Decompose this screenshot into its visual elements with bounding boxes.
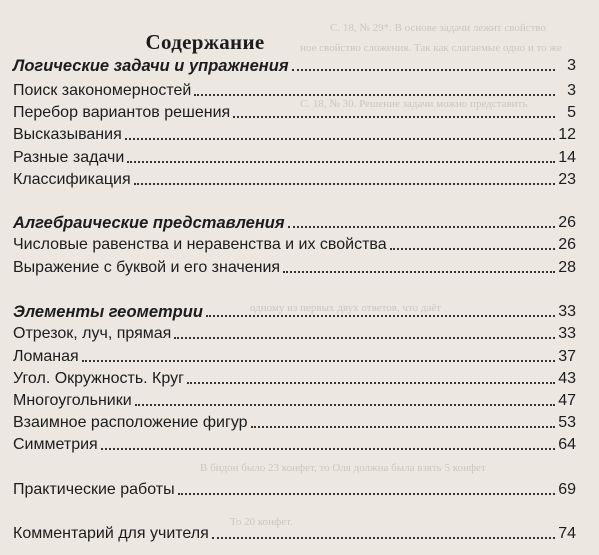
bleed-through-text: С. 18, № 30. Решение задачи можно представить — [300, 98, 528, 110]
toc-entry-label: Элементы геометрии — [13, 303, 203, 321]
toc-entry-label: Перебор вариантов решения — [13, 104, 231, 121]
toc-entry — [13, 411, 576, 433]
toc-entry-label: Многоугольники — [13, 392, 132, 409]
toc-entry-label: Выражение с буквой и его значения — [13, 259, 281, 276]
dot-leader — [127, 161, 555, 163]
toc-entry-label: Высказывания — [13, 126, 122, 143]
toc-entry — [13, 367, 576, 389]
toc-entry-label: Ломаная — [13, 348, 79, 365]
dot-leader — [178, 493, 555, 495]
bleed-through-text: одному из первых двух ответов, что даёт — [250, 302, 442, 314]
bleed-through-text: С. 18, № 29*. В основе задачи лежит свойство — [330, 22, 547, 34]
dot-leader — [390, 248, 555, 250]
toc-page-number: 64 — [558, 436, 576, 453]
toc-entry-label: Логические задачи и упражнения — [13, 57, 289, 75]
toc-page-number: 3 — [567, 82, 576, 99]
toc-entry — [13, 389, 576, 411]
toc-section-heading — [13, 54, 576, 76]
toc-page-number: 37 — [558, 348, 576, 365]
toc-entry — [13, 233, 576, 255]
dot-leader — [283, 271, 555, 273]
dot-leader — [135, 404, 555, 406]
toc-page-number: 5 — [567, 104, 576, 121]
toc-entry-label: Взаимное расположение фигур — [13, 414, 248, 431]
toc-page-number: 14 — [558, 149, 576, 166]
toc-entry — [13, 101, 576, 123]
toc-entry — [13, 79, 576, 101]
toc-entry — [13, 345, 576, 367]
toc-entry — [13, 123, 576, 145]
toc-entry-label: Поиск закономерностей — [13, 82, 192, 99]
dot-leader — [134, 183, 555, 185]
toc-page-number: 23 — [558, 171, 576, 188]
bleed-through-text: То 20 конфет. — [230, 516, 293, 528]
dot-leader — [82, 360, 555, 362]
bleed-through-text: В бидон было 23 конфет, то Оля должна была взять 5 конфет — [200, 462, 486, 474]
dot-leader — [288, 226, 555, 228]
dot-leader — [206, 315, 555, 317]
toc-page-number: 12 — [558, 126, 576, 143]
page-title: Содержание — [145, 30, 265, 55]
toc-entry — [13, 146, 576, 168]
toc-page-number: 26 — [558, 236, 576, 253]
dot-leader — [101, 448, 555, 450]
dot-leader — [212, 537, 555, 539]
bleed-through-text: ное свойство сложения. Так как слагаемые одно и то же — [300, 42, 562, 54]
toc-page-number: 47 — [558, 392, 576, 409]
toc-page-number: 33 — [558, 303, 576, 320]
toc-entry — [13, 478, 576, 500]
dot-leader — [174, 337, 555, 339]
toc-entry-label: Алгебраические представления — [13, 214, 285, 232]
toc-entry — [13, 522, 576, 544]
toc-entry-label: Практические работы — [13, 481, 175, 498]
toc-page-number: 26 — [558, 214, 576, 231]
dot-leader — [233, 116, 555, 118]
toc-entry — [13, 168, 576, 190]
toc-page-number: 74 — [558, 525, 576, 542]
toc-entry-label: Разные задачи — [13, 149, 125, 166]
dot-leader — [194, 94, 555, 96]
dot-leader — [125, 138, 555, 140]
toc-entry — [13, 322, 576, 344]
dot-leader — [187, 382, 555, 384]
toc-page-number: 53 — [558, 414, 576, 431]
toc-page-number: 69 — [558, 481, 576, 498]
toc-page-number: 33 — [558, 325, 576, 342]
toc-entry — [13, 256, 576, 278]
toc-entry-label: Симметрия — [13, 436, 98, 453]
toc-entry — [13, 433, 576, 455]
toc-section-heading — [13, 300, 576, 322]
toc-entry-label: Отрезок, луч, прямая — [13, 325, 172, 342]
dot-leader — [251, 426, 555, 428]
toc-entry-label: Числовые равенства и неравенства и их свойства — [13, 236, 387, 253]
toc-page-number: 43 — [558, 370, 576, 387]
toc-entry-label: Комментарий для учителя — [13, 525, 209, 542]
toc-page-number: 3 — [567, 57, 576, 74]
dot-leader — [292, 69, 555, 71]
toc-entry-label: Классификация — [13, 171, 131, 188]
toc-entry-label: Угол. Окружность. Круг — [13, 370, 184, 387]
toc-page-number: 28 — [558, 259, 576, 276]
toc-section-heading — [13, 211, 576, 233]
